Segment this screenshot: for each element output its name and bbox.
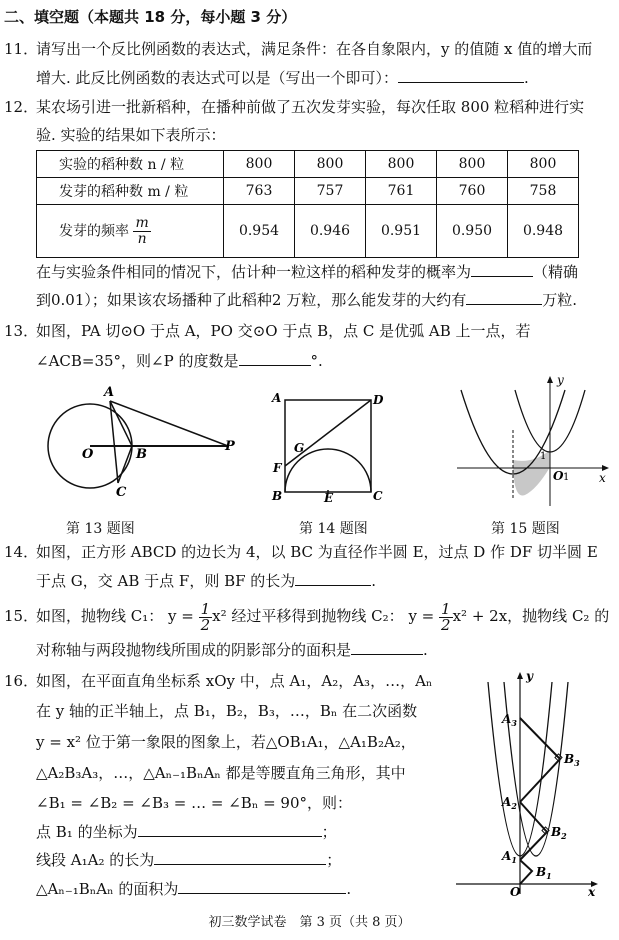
fraction-denominator: n: [137, 230, 147, 247]
label-e: E: [324, 491, 334, 505]
q13-line2: [36, 350, 323, 372]
section-title: 二、填空题（本题共 18 分，每小题 3 分）: [4, 8, 297, 26]
q12-probability-blank[interactable]: [471, 261, 533, 277]
q15-fraction-2: [439, 599, 453, 634]
q12-after1-text: 在与实验条件相同的情况下，估计种一粒这样的稻种发芽的概率为: [36, 263, 472, 281]
label-one-x: 1: [563, 472, 570, 483]
label-a1: $A_1$: [502, 849, 517, 865]
tangent-pa: [110, 401, 228, 446]
chord-cb: [118, 446, 132, 483]
q14-line2: [36, 570, 376, 592]
label-b2: $B_2$: [551, 825, 567, 841]
q11-line2-text: 增大. 此反比例函数的表达式可以是（写出一个即可）：: [36, 69, 399, 87]
q13-line1: 如图，PA 切⊙O 于点 A，PO 交⊙O 于点 B，点 C 是优弧 AB 上一点，若: [36, 322, 531, 340]
q16-area-text: △Aₙ₋₁BₙAₙ 的面积为: [36, 880, 179, 898]
figure-15-caption: 第 15 题图: [491, 521, 560, 537]
label-x: x: [599, 471, 606, 485]
label-y: y: [526, 669, 533, 683]
figure-13-caption: 第 13 题图: [66, 521, 135, 537]
q13-line2-text: ∠ACB=35°，则∠P 的度数是: [36, 352, 239, 370]
label-o: O: [82, 447, 94, 462]
y-arrow-icon: [547, 376, 553, 383]
label-a3: $A_3$: [502, 712, 517, 728]
q16-line6: [36, 821, 337, 843]
frequency-fraction: [133, 216, 150, 247]
q16-line4: △A₂B₃A₃，…，△Aₙ₋₁BₙAₙ 都是等腰直角三角形，其中: [36, 764, 406, 782]
table-cell: 0.951: [366, 205, 437, 258]
q11-line2: 增大. 此反比例函数的表达式可以是（写出一个即可）： .: [36, 69, 529, 87]
q15-number: 15．: [4, 607, 39, 625]
q14-line2-tail: .: [371, 572, 377, 590]
q16-b1-text: 点 B₁ 的坐标为: [36, 823, 138, 841]
q16-line2: 在 y 轴的正半轴上，点 B₁，B₂，B₃，…，Bₙ 在二次函数: [36, 702, 418, 720]
label-f: F: [273, 461, 282, 475]
fraction-denominator: 2: [441, 615, 451, 634]
figure-16: [452, 668, 614, 900]
q11-answer-blank[interactable]: [398, 67, 524, 83]
q16-semicolon: ；: [321, 823, 337, 841]
table-cell: 800: [437, 151, 508, 178]
q16-line1: 如图，在平面直角坐标系 xOy 中，点 A₁，A₂，A₃，…，Aₙ: [36, 672, 433, 690]
q11-line1: 请写出一个反比例函数的表达式，满足条件：在各自象限内，y 的值随 x 值的增大而: [36, 40, 593, 58]
fraction-numerator: m: [135, 214, 149, 231]
q15-answer-blank[interactable]: [351, 639, 423, 655]
figure-15: [455, 372, 615, 512]
q16-line5: ∠B₁ = ∠B₂ = ∠B₃ = … = ∠Bₙ = 90°，则：: [36, 794, 353, 812]
table-cell: 800: [224, 151, 295, 178]
table-cell: 761: [366, 178, 437, 205]
q13-number: 13．: [4, 322, 39, 340]
q12-line1: 某农场引进一批新稻种，在播种前做了五次发芽实验，每次任取 800 粒稻种进行实: [36, 98, 585, 116]
q15-line2-tail: .: [423, 641, 428, 659]
label-b3: $B_3$: [564, 752, 580, 768]
q12-after2-text: 到0.01）；如果该农场播种了此稻种2 万粒，那么能发芽的大约有: [36, 291, 467, 309]
label-a: A: [104, 385, 115, 400]
triangle-ob1a1: [520, 860, 532, 884]
q12-after1-tail: （精确: [533, 263, 579, 281]
table-cell: 0.954: [224, 205, 295, 258]
table-row: [37, 178, 579, 205]
table-cell: 758: [508, 178, 579, 205]
q16-area-blank[interactable]: [178, 878, 346, 894]
q13-line2-tail: °.: [310, 352, 323, 370]
q16-semicolon: ；: [326, 851, 342, 869]
fraction-numerator: 1: [200, 599, 211, 618]
y-arrow-icon: [517, 672, 523, 679]
label-a2: $A_2$: [502, 795, 517, 811]
label-p: P: [225, 439, 235, 454]
q14-answer-blank[interactable]: [295, 570, 371, 586]
q12-after2-tail: 万粒.: [542, 291, 577, 309]
q12-line2: 验. 实验的结果如下表所示：: [36, 126, 226, 144]
q16-number: 16．: [4, 672, 39, 690]
figure-14: [268, 388, 388, 506]
label-d: D: [373, 393, 384, 407]
q11-number: 11．: [4, 40, 39, 58]
label-g: G: [294, 441, 305, 455]
fraction-numerator: 1: [441, 599, 451, 618]
germination-table: [36, 150, 579, 258]
q16-line8: [36, 878, 351, 900]
label-o: O: [553, 469, 564, 483]
table-row: [37, 205, 579, 258]
label-a: A: [272, 391, 282, 405]
q16-b1-blank[interactable]: [138, 821, 322, 837]
label-o: O: [510, 885, 521, 899]
table-cell: 800: [508, 151, 579, 178]
table-row: [37, 151, 579, 178]
figure-14-caption: 第 14 题图: [299, 521, 368, 537]
q15-text-b: x² 经过平移得到抛物线 C₂： y =: [212, 607, 435, 625]
table-cell: 0.950: [437, 205, 508, 258]
q14-line1: 如图，正方形 ABCD 的边长为 4，以 BC 为直径作半圆 E，过点 D 作 DF 切半圆 E: [36, 543, 598, 561]
q12-number: 12．: [4, 98, 39, 116]
table-cell: 800: [295, 151, 366, 178]
table-cell: 757: [295, 178, 366, 205]
row-label-frequency: [37, 205, 224, 258]
label-c: C: [116, 485, 127, 500]
label-y: y: [557, 373, 564, 387]
q16-line7: [36, 849, 341, 871]
label-b: B: [272, 489, 283, 503]
figure-13: [40, 382, 245, 500]
q15-fraction-1: [199, 599, 213, 634]
q15-line2: [36, 639, 428, 661]
q15-line1: [36, 598, 609, 634]
q15-text-c: x² + 2x，抛物线 C₂ 的: [452, 607, 610, 625]
q12-count-blank[interactable]: [466, 289, 542, 305]
row-label-germinated: 发芽的稻种数 m / 粒: [37, 178, 224, 205]
table-cell: 760: [437, 178, 508, 205]
q16-a1a2-text: 线段 A₁A₂ 的长为: [36, 851, 155, 869]
q16-period: .: [346, 880, 352, 898]
table-cell: 763: [224, 178, 295, 205]
label-b: B: [136, 447, 147, 462]
q14-line2-text: 于点 G，交 AB 于点 F，则 BF 的长为: [36, 572, 296, 590]
table-cell: 800: [366, 151, 437, 178]
table-cell: 0.946: [295, 205, 366, 258]
table-cell: 0.948: [508, 205, 579, 258]
label-c: C: [373, 489, 383, 503]
fraction-denominator: 2: [200, 615, 211, 634]
page-footer: 初三数学试卷 第 3 页（共 8 页）: [208, 915, 411, 930]
q14-number: 14．: [4, 543, 39, 561]
row-label-seeds: 实验的稻种数 n / 粒: [37, 151, 224, 178]
q12-after-line2: [36, 289, 577, 311]
q16-line3: y = x² 位于第一象限的图象上，若△OB₁A₁，△A₁B₂A₂，: [36, 733, 416, 751]
label-b1: $B_1$: [536, 865, 552, 881]
q15-text-a: 如图，抛物线 C₁： y =: [36, 607, 194, 625]
label-x: x: [588, 885, 596, 899]
frequency-label: 发芽的频率: [59, 223, 129, 239]
q15-line2-text: 对称轴与两段抛物线所围成的阴影部分的面积是: [36, 641, 352, 659]
q12-after-line1: [36, 261, 578, 283]
q16-a1a2-blank[interactable]: [154, 849, 326, 865]
q13-answer-blank[interactable]: [239, 350, 311, 366]
tangent-df: [285, 400, 371, 466]
label-one-y: 1: [540, 451, 547, 462]
